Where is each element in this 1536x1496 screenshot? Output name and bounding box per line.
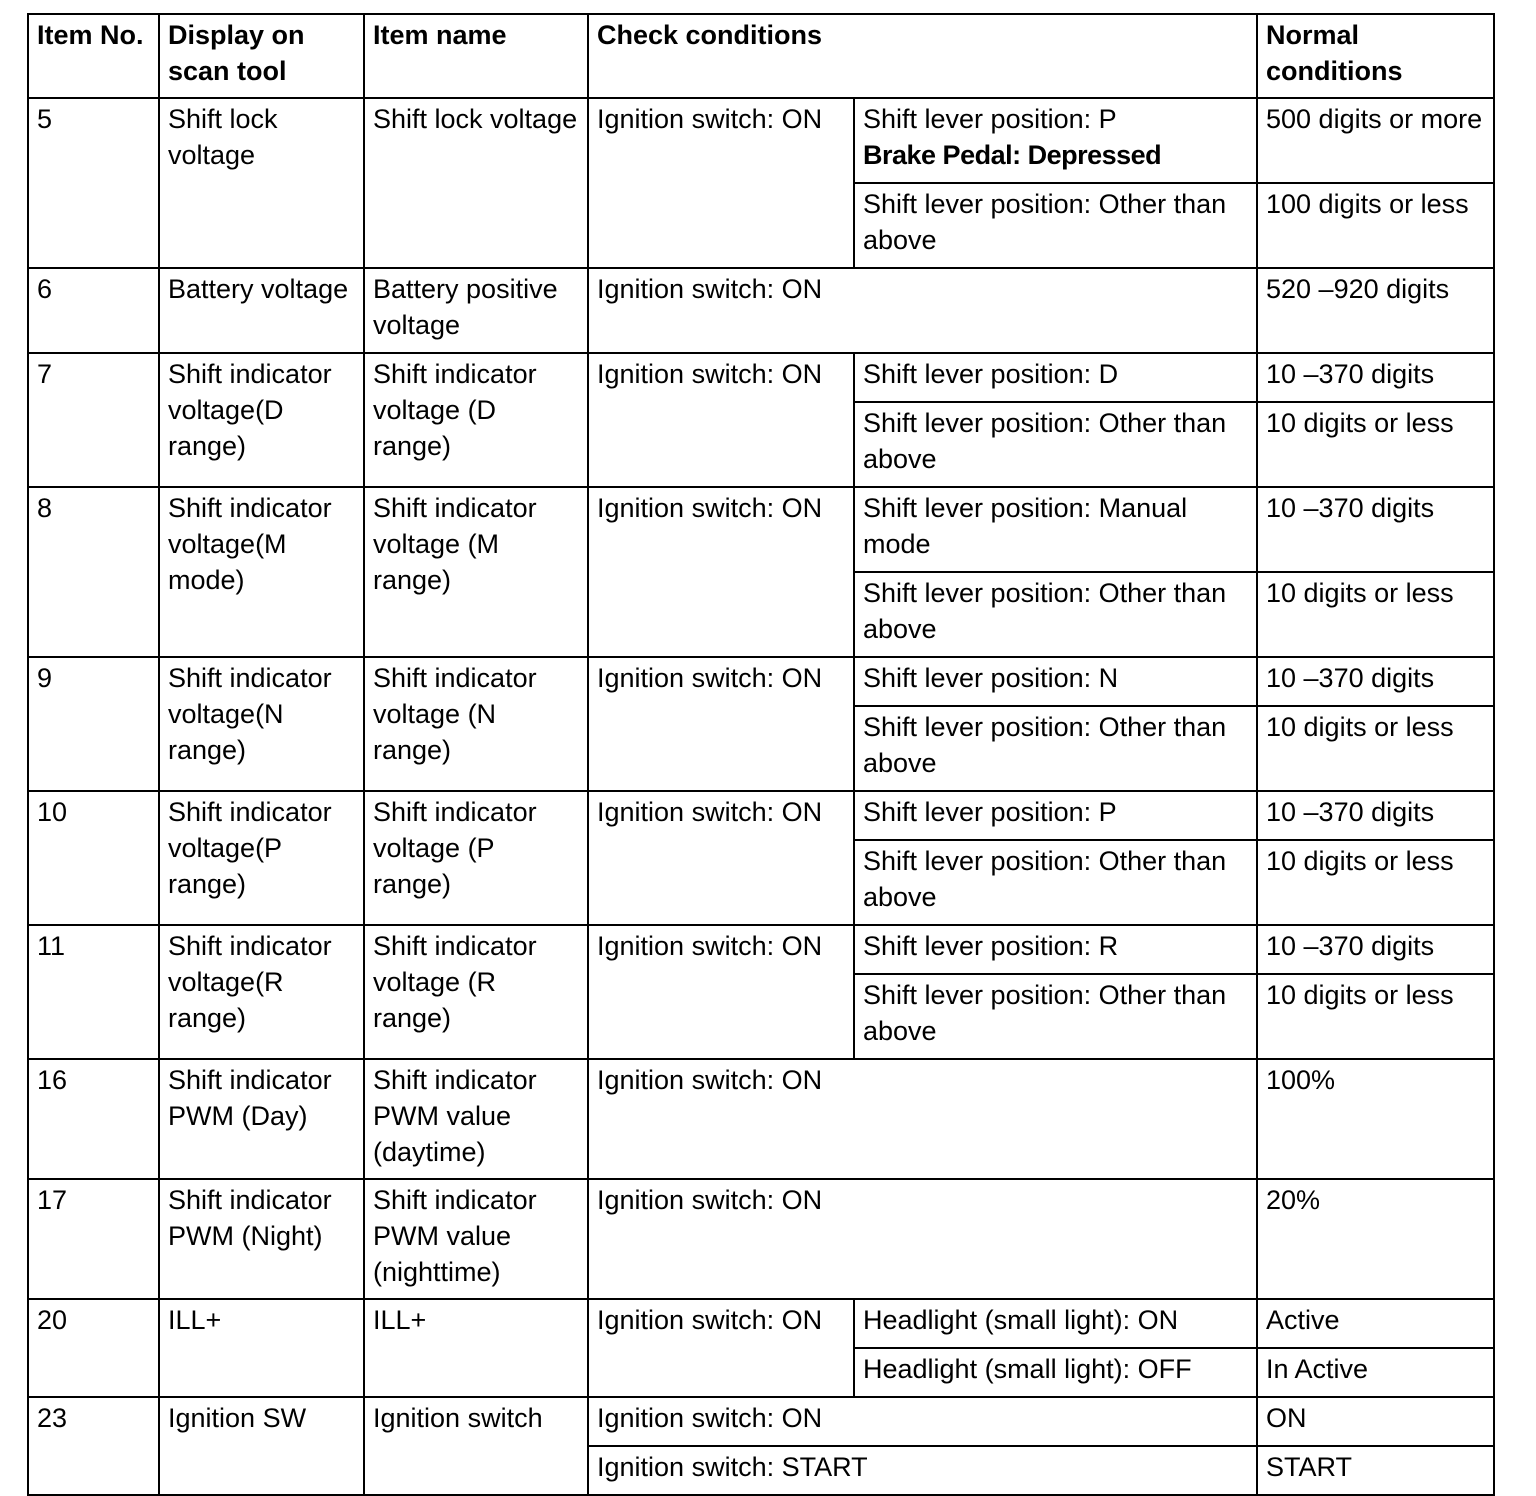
check-condition: Ignition switch: ON — [588, 268, 1257, 353]
normal-condition: 500 digits or more — [1257, 98, 1494, 183]
check-condition: Ignition switch: ON — [588, 791, 854, 925]
sub-condition: Shift lever position: Other than above — [854, 402, 1257, 487]
display-name: Shift indicator voltage(P range) — [159, 791, 364, 925]
item-no: 16 — [28, 1059, 159, 1179]
normal-condition: 10 –370 digits — [1257, 353, 1494, 402]
check-condition: Ignition switch: ON — [588, 1397, 1257, 1446]
item-no: 23 — [28, 1397, 159, 1495]
normal-condition: 520 –920 digits — [1257, 268, 1494, 353]
item-name: Shift indicator PWM value (nighttime) — [364, 1179, 588, 1299]
normal-condition: 10 –370 digits — [1257, 791, 1494, 840]
normal-condition: 10 digits or less — [1257, 402, 1494, 487]
sub-condition: Headlight (small light): OFF — [854, 1348, 1257, 1397]
table-row — [28, 487, 1494, 572]
display-name: Shift indicator voltage(R range) — [159, 925, 364, 1059]
header-item-no: Item No. — [28, 14, 159, 98]
table-row — [28, 98, 1494, 183]
normal-condition: 10 –370 digits — [1257, 657, 1494, 706]
sub-condition: Shift lever position: N — [854, 657, 1257, 706]
sub-condition: Shift lever position: Other than above — [854, 572, 1257, 657]
item-name: Shift indicator voltage (P range) — [364, 791, 588, 925]
table-row — [28, 791, 1494, 840]
item-no: 17 — [28, 1179, 159, 1299]
sub-condition: Shift lever position: D — [854, 353, 1257, 402]
sub-condition: Shift lever position: P — [854, 791, 1257, 840]
item-no: 20 — [28, 1299, 159, 1397]
header-row — [28, 14, 1494, 98]
header-display: Display on scan tool — [159, 14, 364, 98]
table-row — [28, 925, 1494, 974]
header-normal-conditions: Normal conditions — [1257, 14, 1494, 98]
header-check-conditions: Check conditions — [588, 14, 1257, 98]
sub-condition-bold: Brake Pedal: Depressed — [863, 140, 1162, 170]
sub-condition: Shift lever position: Other than above — [854, 706, 1257, 791]
normal-condition: In Active — [1257, 1348, 1494, 1397]
normal-condition: 20% — [1257, 1179, 1494, 1299]
check-condition: Ignition switch: ON — [588, 1059, 1257, 1179]
item-no: 11 — [28, 925, 159, 1059]
table-row — [28, 268, 1494, 353]
sub-condition: Headlight (small light): ON — [854, 1299, 1257, 1348]
display-name: ILL+ — [159, 1299, 364, 1397]
normal-condition: 10 –370 digits — [1257, 925, 1494, 974]
display-name: Shift lock voltage — [159, 98, 364, 268]
sub-condition: Shift lever position: Other than above — [854, 974, 1257, 1059]
item-name: Shift indicator voltage (N range) — [364, 657, 588, 791]
normal-condition: 100 digits or less — [1257, 183, 1494, 268]
item-name: ILL+ — [364, 1299, 588, 1397]
item-name: Shift indicator voltage (D range) — [364, 353, 588, 487]
table-row — [28, 657, 1494, 706]
item-no: 9 — [28, 657, 159, 791]
display-name: Shift indicator PWM (Night) — [159, 1179, 364, 1299]
normal-condition: ON — [1257, 1397, 1494, 1446]
display-name: Shift indicator voltage(M mode) — [159, 487, 364, 657]
sub-condition-text: Shift lever position: P — [863, 104, 1117, 134]
item-name: Ignition switch — [364, 1397, 588, 1495]
normal-condition: START — [1257, 1446, 1494, 1495]
display-name: Shift indicator voltage(N range) — [159, 657, 364, 791]
check-condition: Ignition switch: ON — [588, 98, 854, 268]
item-name: Shift lock voltage — [364, 98, 588, 268]
check-condition: Ignition switch: ON — [588, 353, 854, 487]
check-condition: Ignition switch: ON — [588, 487, 854, 657]
sub-condition: Shift lever position: Other than above — [854, 840, 1257, 925]
item-name: Battery positive voltage — [364, 268, 588, 353]
normal-condition: Active — [1257, 1299, 1494, 1348]
display-name: Battery voltage — [159, 268, 364, 353]
check-condition: Ignition switch: ON — [588, 1179, 1257, 1299]
item-name: Shift indicator PWM value (daytime) — [364, 1059, 588, 1179]
table-row — [28, 353, 1494, 402]
sub-condition: Shift lever position: Manual mode — [854, 487, 1257, 572]
normal-condition: 10 –370 digits — [1257, 487, 1494, 572]
item-name: Shift indicator voltage (M range) — [364, 487, 588, 657]
item-no: 5 — [28, 98, 159, 268]
sub-condition: Shift lever position: Other than above — [854, 183, 1257, 268]
display-name: Ignition SW — [159, 1397, 364, 1495]
display-name: Shift indicator PWM (Day) — [159, 1059, 364, 1179]
check-condition: Ignition switch: ON — [588, 925, 854, 1059]
check-condition: Ignition switch: ON — [588, 657, 854, 791]
item-no: 6 — [28, 268, 159, 353]
sub-condition — [854, 98, 1257, 183]
header-item-name: Item name — [364, 14, 588, 98]
normal-condition: 10 digits or less — [1257, 840, 1494, 925]
normal-condition: 10 digits or less — [1257, 572, 1494, 657]
table-row — [28, 1397, 1494, 1446]
item-no: 8 — [28, 487, 159, 657]
check-condition: Ignition switch: ON — [588, 1299, 854, 1397]
table-row — [28, 1059, 1494, 1179]
display-name: Shift indicator voltage(D range) — [159, 353, 364, 487]
table-row — [28, 1179, 1494, 1299]
sub-condition: Shift lever position: R — [854, 925, 1257, 974]
check-condition: Ignition switch: START — [588, 1446, 1257, 1495]
item-no: 7 — [28, 353, 159, 487]
item-name: Shift indicator voltage (R range) — [364, 925, 588, 1059]
normal-condition: 10 digits or less — [1257, 706, 1494, 791]
normal-condition: 10 digits or less — [1257, 974, 1494, 1059]
normal-condition: 100% — [1257, 1059, 1494, 1179]
item-no: 10 — [28, 791, 159, 925]
table-row — [28, 1299, 1494, 1348]
data-monitor-table — [27, 13, 1495, 1496]
